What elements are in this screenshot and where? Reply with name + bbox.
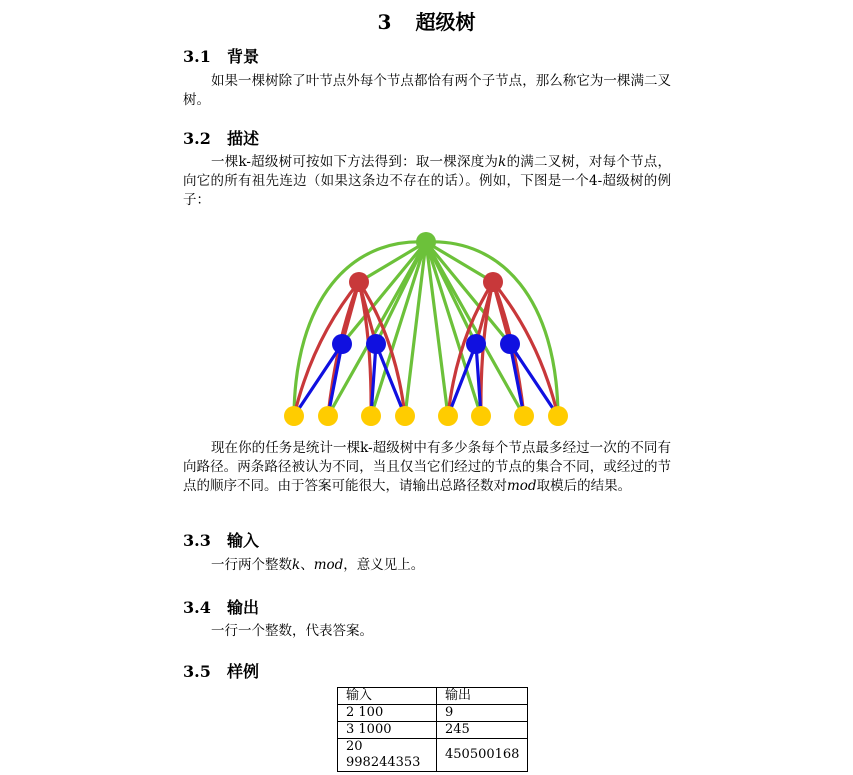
root-node xyxy=(416,232,436,252)
table-header-input: 输入 xyxy=(338,688,437,705)
leaf-node xyxy=(438,406,458,426)
table-header-row xyxy=(338,688,528,705)
input-paragraph: 一行两个整数k、mod，意义见上。 xyxy=(211,557,425,573)
background-paragraph: 如果一棵树除了叶节点外每个节点都恰有两个子节点，那么称它为一棵满二叉树。 xyxy=(183,73,671,108)
table-cell: 450500168 xyxy=(437,739,528,772)
table-cell: 9 xyxy=(437,705,528,722)
root-edge xyxy=(405,242,426,416)
description-paragraph-1: 一棵k-超级树可按如下方法得到：取一棵深度为k的满二叉树，对每个节点，向它的所有祖先连边（如果这条边不存在的话）。例如，下图是一个4-超级树的例子： xyxy=(183,154,671,208)
table-row xyxy=(338,722,528,739)
section-heading-sample: 3.5 样例 xyxy=(183,662,260,681)
table-row xyxy=(338,739,528,772)
title-number: 3 xyxy=(377,10,392,34)
output-paragraph: 一行一个整数，代表答案。 xyxy=(211,623,373,639)
table-row xyxy=(338,705,528,722)
tree-edges xyxy=(294,242,558,416)
table-cell: 20 998244353 xyxy=(338,739,437,772)
section-heading-output: 3.4 输出 xyxy=(183,598,260,617)
table-cell: 3 1000 xyxy=(338,722,437,739)
leaf-node xyxy=(548,406,568,426)
root-edge xyxy=(426,242,448,416)
section-heading-background: 3.1 背景 xyxy=(183,47,260,66)
leaf-node xyxy=(284,406,304,426)
leaf-node xyxy=(514,406,534,426)
leaf-node xyxy=(471,406,491,426)
leaf-node xyxy=(395,406,415,426)
section-heading-input: 3.3 输入 xyxy=(183,531,260,550)
depth3-node xyxy=(366,334,386,354)
section-heading-description: 3.2 描述 xyxy=(183,129,260,148)
sample-table xyxy=(337,687,528,772)
leaf-node xyxy=(318,406,338,426)
table-cell: 2 100 xyxy=(338,705,437,722)
description-paragraph-2: 现在你的任务是统计一棵k-超级树中有多少条每个节点最多经过一次的不同有向路径。两条路径被认为不同，当且仅当它们经过的节点的集合不同，或经过的节点的顺序不同。由于答案可能很大，请输出总路径数对mod取模后的结果。 xyxy=(183,440,671,494)
depth3-node xyxy=(500,334,520,354)
table-header-output: 输出 xyxy=(437,688,528,705)
depth3-node xyxy=(466,334,486,354)
depth3-node xyxy=(332,334,352,354)
depth2-node xyxy=(483,272,503,292)
table-cell: 245 xyxy=(437,722,528,739)
leaf-node xyxy=(361,406,381,426)
title-text: 超级树 xyxy=(415,10,476,34)
depth2-node xyxy=(349,272,369,292)
